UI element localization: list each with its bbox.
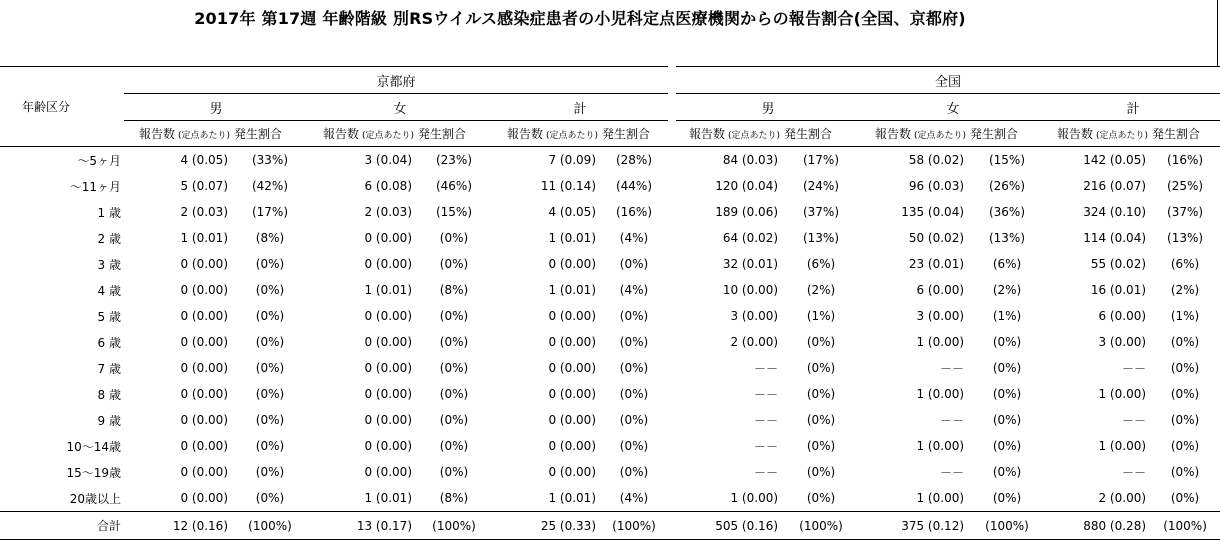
table-row — [0, 277, 1220, 303]
count-cell: 189 (0.06) — [715, 205, 779, 219]
table-row — [0, 433, 1220, 459]
metric-header-rate-n-t: 発生割合 — [1150, 121, 1220, 147]
count-cell: 0 (0.00) — [548, 387, 596, 401]
count-cell: 0 (0.00) — [364, 231, 412, 245]
count-cell: 114 (0.04) — [1083, 231, 1147, 245]
rate-cell: (13%) — [1167, 231, 1204, 245]
count-cell: 0 (0.00) — [180, 387, 228, 401]
metric-header-rate-k-t: 発生割合 — [600, 121, 668, 147]
metric-header-rate-n-m: 発生割合 — [782, 121, 860, 147]
rate-cell: (37%) — [802, 205, 840, 219]
rate-cell: (42%) — [251, 179, 289, 193]
rate-cell: (0%) — [619, 361, 649, 375]
count-cell: 16 (0.01) — [1090, 283, 1147, 297]
count-cell: 25 (0.33) — [492, 512, 600, 540]
table-row — [0, 173, 1220, 199]
age-cell: 6 歳 — [97, 335, 121, 350]
rate-cell: (6%) — [1170, 257, 1200, 271]
metric-header-count-k-f — [308, 121, 416, 147]
age-cell: 1 歳 — [97, 205, 121, 220]
rate-cell: (0%) — [1170, 491, 1200, 505]
rate-cell: (0%) — [1170, 465, 1200, 479]
page-title: 2017年 第17週 年齢階級 別RSウイルス感染症患者の小児科定点医療機関からの報告割合(全国、京都府) — [194, 9, 966, 28]
rate-cell: (0%) — [619, 257, 649, 271]
count-cell: 0 (0.00) — [180, 439, 228, 453]
count-cell: 58 (0.02) — [860, 147, 968, 174]
count-cell: 4 (0.05) — [548, 205, 596, 219]
per-site-label: (定点あたり) — [1095, 131, 1149, 141]
metric-header-count-n-t — [1046, 121, 1150, 147]
age-cell: 3 歳 — [97, 257, 121, 272]
count-cell: 2 (0.03) — [180, 205, 228, 219]
rate-cell: (0%) — [255, 491, 285, 505]
count-cell: 1 (0.01) — [548, 283, 596, 297]
age-cell: 2 歳 — [97, 231, 121, 246]
rate-cell: (0%) — [619, 413, 649, 427]
sex-header-kyoto-total: 計 — [573, 101, 587, 117]
rate-cell: (0%) — [619, 439, 649, 453]
rate-cell: (15%) — [435, 205, 473, 219]
count-cell: 2 (0.00) — [1098, 491, 1147, 505]
count-cell: 13 (0.17) — [308, 512, 416, 540]
rate-cell: (0%) — [1170, 439, 1200, 453]
count-cell: 6 (0.00) — [916, 283, 965, 297]
sex-header-kyoto-female: 女 — [393, 101, 407, 117]
rate-cell: (46%) — [435, 179, 473, 193]
count-cell: 6 (0.08) — [364, 179, 412, 193]
count-cell: －－ — [1122, 361, 1147, 376]
count-cell: 1 (0.00) — [1098, 439, 1147, 453]
per-site-label: (定点あたり) — [727, 131, 781, 141]
rate-cell: (16%) — [615, 205, 653, 219]
count-cell: 0 (0.00) — [180, 335, 228, 349]
count-cell: 3 (0.00) — [916, 309, 965, 323]
total-row — [0, 512, 1220, 540]
rate-cell: (0%) — [806, 387, 836, 401]
rate-cell: (44%) — [615, 179, 653, 193]
rate-cell: (0%) — [806, 335, 836, 349]
rate-cell: (0%) — [255, 413, 285, 427]
rate-cell: (23%) — [416, 147, 492, 174]
age-cell: ～5ヶ月 — [0, 147, 124, 174]
count-cell: 1 (0.00) — [1098, 387, 1147, 401]
rate-cell: (0%) — [439, 413, 469, 427]
rate-cell: (0%) — [992, 361, 1022, 375]
rate-cell: (0%) — [992, 465, 1022, 479]
rate-cell: (2%) — [1170, 283, 1200, 297]
count-cell: －－ — [754, 465, 779, 480]
count-cell: －－ — [940, 413, 965, 428]
rate-cell: (0%) — [255, 257, 285, 271]
header-row-metrics — [0, 121, 1220, 147]
table-row — [0, 225, 1220, 251]
count-cell: 324 (0.10) — [1083, 205, 1147, 219]
table-row — [0, 407, 1220, 433]
rate-cell: (13%) — [988, 231, 1026, 245]
count-label: 報告数 — [688, 127, 725, 141]
count-cell: 0 (0.00) — [548, 257, 596, 271]
table-row — [0, 199, 1220, 225]
rate-cell: (0%) — [1170, 335, 1200, 349]
age-cell: 9 歳 — [97, 413, 121, 428]
rate-cell: (25%) — [1167, 179, 1204, 193]
count-cell: 32 (0.01) — [722, 257, 779, 271]
header-row-sex — [0, 94, 1220, 121]
table-row — [0, 459, 1220, 485]
rate-cell: (0%) — [255, 361, 285, 375]
count-cell: 11 (0.14) — [540, 179, 596, 193]
rate-cell: (0%) — [619, 387, 649, 401]
count-cell: 120 (0.04) — [715, 179, 779, 193]
count-cell: 0 (0.00) — [180, 491, 228, 505]
count-cell: 1 (0.01) — [548, 491, 596, 505]
count-cell: 142 (0.05) — [1046, 147, 1150, 174]
metric-header-rate-k-m: 発生割合 — [232, 121, 308, 147]
rate-cell: (0%) — [619, 309, 649, 323]
count-cell: 0 (0.00) — [364, 413, 412, 427]
rate-cell: (0%) — [255, 309, 285, 323]
rate-cell: (4%) — [619, 491, 649, 505]
rate-cell: (0%) — [439, 387, 469, 401]
rate-cell: (0%) — [1170, 413, 1200, 427]
rate-cell: (0%) — [992, 439, 1022, 453]
count-cell: －－ — [1122, 465, 1147, 480]
count-cell: －－ — [754, 439, 779, 454]
count-cell: 0 (0.00) — [180, 257, 228, 271]
per-site-label: (定点あたり) — [361, 131, 414, 141]
rate-cell: (0%) — [1170, 361, 1200, 375]
table-row — [0, 485, 1220, 512]
count-cell: －－ — [754, 387, 779, 402]
count-cell: 0 (0.00) — [364, 439, 412, 453]
rate-cell: (100%) — [968, 512, 1046, 540]
count-cell: 3 (0.00) — [730, 309, 779, 323]
rate-cell: (15%) — [968, 147, 1046, 174]
count-cell: 0 (0.00) — [180, 361, 228, 375]
rate-cell: (26%) — [988, 179, 1026, 193]
count-cell: 0 (0.00) — [364, 257, 412, 271]
count-label: 報告数 — [874, 127, 911, 141]
rate-cell: (36%) — [988, 205, 1026, 219]
rate-cell: (0%) — [439, 309, 469, 323]
rate-cell: (16%) — [1150, 147, 1220, 174]
count-cell: 1 (0.01) — [180, 231, 228, 245]
rate-cell: (0%) — [806, 413, 836, 427]
age-cell: 4 歳 — [97, 283, 121, 298]
age-cell: 7 歳 — [97, 361, 121, 376]
rate-cell: (0%) — [806, 439, 836, 453]
rate-cell: (2%) — [806, 283, 836, 297]
age-cell: 10～14歳 — [66, 439, 121, 454]
frame-right-border — [1217, 0, 1218, 66]
sex-header-national-male: 男 — [761, 101, 775, 117]
count-cell: 0 (0.00) — [364, 465, 412, 479]
rate-cell: (8%) — [255, 231, 285, 245]
rate-cell: (0%) — [255, 465, 285, 479]
rate-cell: (0%) — [1170, 387, 1200, 401]
metric-header-rate-n-f: 発生割合 — [968, 121, 1046, 147]
rate-cell: (0%) — [255, 283, 285, 297]
count-cell: －－ — [940, 465, 965, 480]
rate-cell: (4%) — [619, 283, 649, 297]
rate-cell: (0%) — [439, 465, 469, 479]
count-cell: 0 (0.00) — [548, 309, 596, 323]
rate-cell: (8%) — [439, 283, 469, 297]
rate-cell: (28%) — [600, 147, 668, 174]
count-cell: 4 (0.05) — [124, 147, 232, 174]
metric-header-count-n-f — [860, 121, 968, 147]
rate-cell: (0%) — [806, 361, 836, 375]
count-cell: 7 (0.09) — [492, 147, 600, 174]
sex-header-national-female: 女 — [946, 101, 960, 117]
count-cell: 0 (0.00) — [364, 309, 412, 323]
count-cell: 880 (0.28) — [1046, 512, 1150, 540]
count-cell: 5 (0.07) — [180, 179, 228, 193]
table-row — [0, 355, 1220, 381]
rate-cell: (8%) — [439, 491, 469, 505]
age-cell: ～11ヶ月 — [69, 179, 121, 194]
count-cell: 6 (0.00) — [1098, 309, 1147, 323]
rate-cell: (100%) — [782, 512, 860, 540]
count-cell: 2 (0.00) — [730, 335, 779, 349]
rate-cell: (2%) — [992, 283, 1022, 297]
count-cell: －－ — [1122, 413, 1147, 428]
count-cell: －－ — [754, 361, 779, 376]
count-label: 報告数 — [506, 127, 543, 141]
table-row — [0, 381, 1220, 407]
count-cell: 64 (0.02) — [722, 231, 779, 245]
rate-cell: (1%) — [806, 309, 836, 323]
count-cell: 0 (0.00) — [364, 335, 412, 349]
rate-cell: (17%) — [782, 147, 860, 174]
per-site-label: (定点あたり) — [545, 131, 598, 141]
metric-header-count-k-t — [492, 121, 600, 147]
table-row — [0, 303, 1220, 329]
count-cell: 84 (0.03) — [676, 147, 782, 174]
count-cell: 1 (0.01) — [548, 231, 596, 245]
count-cell: 1 (0.01) — [364, 491, 412, 505]
rate-cell: (0%) — [992, 413, 1022, 427]
rate-cell: (0%) — [992, 335, 1022, 349]
count-cell: 23 (0.01) — [908, 257, 965, 271]
count-cell: 2 (0.03) — [364, 205, 412, 219]
rate-cell: (0%) — [619, 465, 649, 479]
count-cell: 375 (0.12) — [860, 512, 968, 540]
count-cell: 1 (0.00) — [916, 387, 965, 401]
per-site-label: (定点あたり) — [913, 131, 967, 141]
rate-cell: (0%) — [992, 387, 1022, 401]
metric-header-rate-k-f: 発生割合 — [416, 121, 492, 147]
count-cell: 0 (0.00) — [548, 335, 596, 349]
count-label: 報告数 — [1056, 127, 1093, 141]
count-cell: －－ — [754, 413, 779, 428]
age-cell: 15～19歳 — [66, 465, 121, 480]
rate-cell: (0%) — [255, 439, 285, 453]
count-cell: 0 (0.00) — [548, 413, 596, 427]
count-cell: 10 (0.00) — [722, 283, 779, 297]
metric-header-count-k-m — [124, 121, 232, 147]
rate-cell: (0%) — [439, 361, 469, 375]
rate-cell: (4%) — [619, 231, 649, 245]
count-cell: 0 (0.00) — [548, 465, 596, 479]
rate-cell: (0%) — [806, 465, 836, 479]
rate-cell: (100%) — [1150, 512, 1220, 540]
count-cell: 216 (0.07) — [1083, 179, 1147, 193]
count-cell: 1 (0.00) — [730, 491, 779, 505]
region-header-national: 全国 — [676, 67, 1220, 94]
count-cell: 96 (0.03) — [908, 179, 965, 193]
age-group-header: 年齢区分 — [0, 67, 124, 147]
count-cell: 50 (0.02) — [908, 231, 965, 245]
count-cell: 0 (0.00) — [180, 309, 228, 323]
count-cell: 1 (0.00) — [916, 335, 965, 349]
rate-cell: (33%) — [232, 147, 308, 174]
count-cell: 1 (0.00) — [916, 491, 965, 505]
rate-cell: (0%) — [439, 231, 469, 245]
rate-cell: (100%) — [416, 512, 492, 540]
age-cell: 5 歳 — [97, 309, 121, 324]
rate-cell: (1%) — [1170, 309, 1200, 323]
per-site-label: (定点あたり) — [177, 131, 230, 141]
rate-cell: (13%) — [802, 231, 840, 245]
count-cell: 0 (0.00) — [548, 361, 596, 375]
report-table — [0, 66, 1220, 540]
rate-cell: (1%) — [992, 309, 1022, 323]
rate-cell: (0%) — [255, 335, 285, 349]
region-header-kyoto: 京都府 — [124, 67, 668, 94]
count-label: 報告数 — [322, 127, 359, 141]
table-row — [0, 251, 1220, 277]
count-cell: 0 (0.00) — [364, 387, 412, 401]
count-cell: 135 (0.04) — [901, 205, 965, 219]
table-row — [0, 329, 1220, 355]
count-cell: 0 (0.00) — [548, 439, 596, 453]
rate-cell: (0%) — [806, 491, 836, 505]
age-cell: 8 歳 — [97, 387, 121, 402]
sex-header-national-total: 計 — [1126, 101, 1140, 117]
count-label: 報告数 — [138, 127, 175, 141]
rate-cell: (6%) — [806, 257, 836, 271]
count-cell: 12 (0.16) — [124, 512, 232, 540]
rate-cell: (0%) — [255, 387, 285, 401]
rate-cell: (0%) — [619, 335, 649, 349]
count-cell: 0 (0.00) — [180, 413, 228, 427]
count-cell: 3 (0.04) — [308, 147, 416, 174]
count-cell: 1 (0.01) — [364, 283, 412, 297]
age-cell: 20歳以上 — [69, 491, 121, 506]
count-cell: 3 (0.00) — [1098, 335, 1147, 349]
count-cell: 1 (0.00) — [916, 439, 965, 453]
rate-cell: (0%) — [439, 335, 469, 349]
rate-cell: (0%) — [992, 491, 1022, 505]
rate-cell: (0%) — [439, 439, 469, 453]
header-row-region — [0, 67, 1220, 94]
count-cell: 55 (0.02) — [1090, 257, 1147, 271]
count-cell: 0 (0.00) — [180, 283, 228, 297]
rate-cell: (37%) — [1167, 205, 1204, 219]
rate-cell: (100%) — [600, 512, 668, 540]
rate-cell: (24%) — [802, 179, 840, 193]
metric-header-count-n-m — [676, 121, 782, 147]
rate-cell: (6%) — [992, 257, 1022, 271]
rate-cell: (17%) — [251, 205, 289, 219]
count-cell: 0 (0.00) — [364, 361, 412, 375]
table-row — [0, 147, 1220, 174]
sex-header-kyoto-male: 男 — [209, 101, 223, 117]
rate-cell: (100%) — [232, 512, 308, 540]
rate-cell: (0%) — [439, 257, 469, 271]
count-cell: 0 (0.00) — [180, 465, 228, 479]
count-cell: 505 (0.16) — [676, 512, 782, 540]
count-cell: －－ — [940, 361, 965, 376]
age-cell: 合計 — [0, 512, 124, 540]
